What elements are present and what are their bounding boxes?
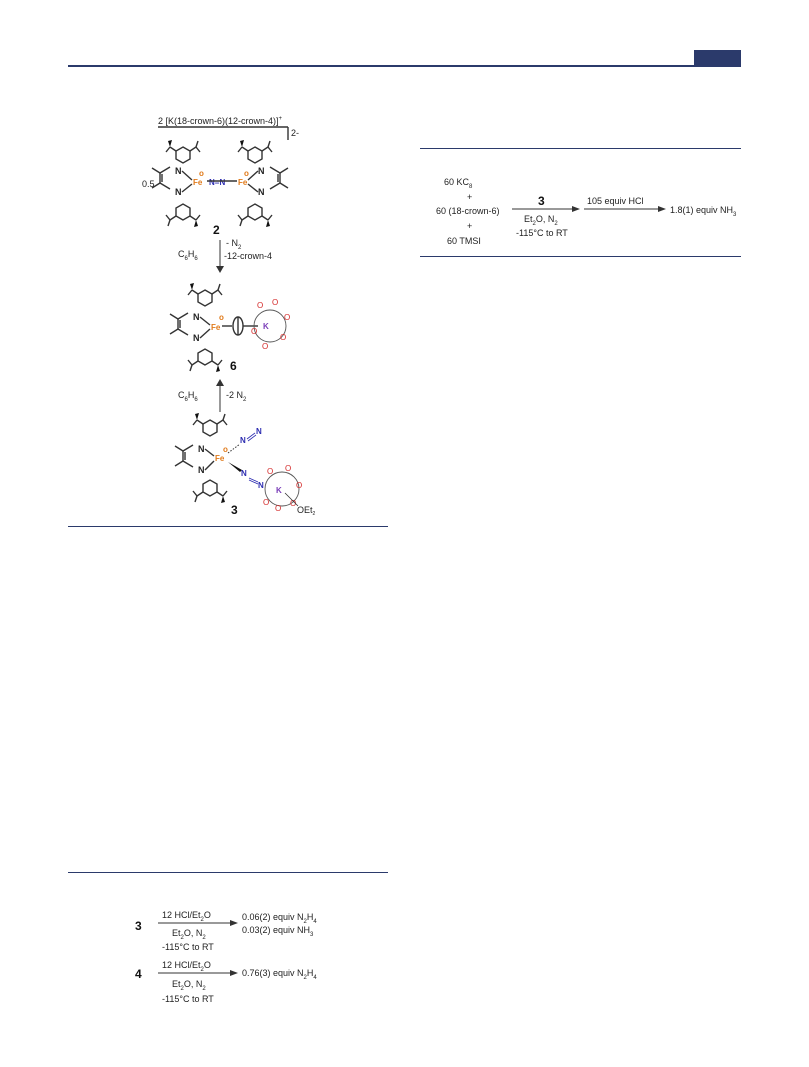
row2-cond-temp: -115°C to RT bbox=[162, 994, 214, 1004]
row2-cond-solvent: $Et_2O$, $N_2$ bbox=[172, 979, 206, 992]
plus-1: + bbox=[467, 192, 473, 202]
step1-solvent: $C_6H_6$ bbox=[178, 249, 198, 262]
row2-acid: 12 HCl/$Et_2O$ bbox=[162, 960, 211, 973]
svg-text:o: o bbox=[223, 445, 228, 454]
bottom-reaction-scheme bbox=[135, 910, 317, 1004]
potassium-label-6: K bbox=[263, 322, 269, 331]
svg-text:O: O bbox=[285, 464, 292, 473]
step1-loss-crown: -12-crown-4 bbox=[224, 251, 273, 261]
right-reaction-scheme bbox=[436, 177, 737, 246]
fe-label-3: Fe bbox=[215, 454, 225, 463]
svg-text:N: N bbox=[258, 481, 264, 490]
svg-text:N: N bbox=[256, 427, 262, 436]
fe-label-right: Fe bbox=[238, 178, 248, 187]
row2-product-hydrazine: 0.76(3) equiv $N_2H_4$ bbox=[242, 968, 317, 981]
svg-text:N: N bbox=[258, 166, 265, 176]
compound-6-label: 6 bbox=[230, 359, 237, 373]
svg-text:O: O bbox=[280, 333, 287, 342]
svg-text:O: O bbox=[296, 481, 303, 490]
row1-cond-temp: -115°C to RT bbox=[162, 942, 214, 952]
compound-2-label: 2 bbox=[213, 223, 220, 237]
dinitrogen-bridge: N=N bbox=[209, 178, 226, 187]
potassium-label-3: K bbox=[276, 486, 282, 495]
row1-acid: 12 HCl/$Et_2O$ bbox=[162, 910, 211, 923]
svg-text:O: O bbox=[262, 342, 269, 351]
scheme-cond-temp: -115°C to RT bbox=[516, 228, 568, 238]
svg-text:N: N bbox=[198, 465, 205, 475]
svg-text:O: O bbox=[290, 499, 297, 508]
svg-text:N: N bbox=[193, 333, 200, 343]
reagent-kc8: 60 $KC_8$ bbox=[444, 177, 473, 190]
reagent-crown: 60 (18-crown-6) bbox=[436, 206, 500, 216]
row1-product-ammonia: 0.03(2) equiv $NH_3$ bbox=[242, 925, 314, 938]
svg-text:N: N bbox=[198, 444, 205, 454]
oet2-label: OEt$_2$ bbox=[297, 505, 316, 517]
compound-2-structure bbox=[142, 116, 299, 237]
charge-text: 2- bbox=[291, 128, 300, 138]
svg-text:N: N bbox=[240, 436, 246, 445]
row1-product-hydrazine: 0.06(2) equiv $N_2H_4$ bbox=[242, 912, 317, 925]
compound-3-label: 3 bbox=[231, 503, 238, 517]
svg-text:N: N bbox=[175, 187, 182, 197]
svg-text:o: o bbox=[219, 313, 224, 322]
counterion-text: 2 [K(18-crown-6)(12-crown-4)]+ bbox=[158, 116, 283, 126]
svg-text:o: o bbox=[199, 169, 204, 178]
row1-cond-solvent: $Et_2O$, $N_2$ bbox=[172, 928, 206, 941]
svg-text:N: N bbox=[193, 312, 200, 322]
svg-text:O: O bbox=[257, 301, 264, 310]
bottom-compound-4: 4 bbox=[135, 967, 142, 981]
svg-text:O: O bbox=[272, 298, 279, 307]
plus-2: + bbox=[467, 221, 473, 231]
svg-text:N: N bbox=[258, 187, 265, 197]
svg-text:O: O bbox=[284, 313, 291, 322]
scheme-product: 1.8(1) equiv $NH_3$ bbox=[670, 205, 737, 218]
compound-3-structure bbox=[175, 413, 316, 517]
svg-text:N: N bbox=[175, 166, 182, 176]
svg-text:O: O bbox=[263, 498, 270, 507]
step2-loss-n2: -2 $N_2$ bbox=[226, 390, 247, 403]
reagent-tmsi: 60 TMSI bbox=[447, 236, 481, 246]
compound-6-structure bbox=[170, 283, 290, 373]
svg-text:O: O bbox=[267, 467, 274, 476]
svg-text:N: N bbox=[241, 469, 247, 478]
scheme-cond-solvent: $Et_2O$, $N_2$ bbox=[524, 214, 558, 227]
step1-loss-n2: - $N_2$ bbox=[226, 238, 242, 251]
fe-label-left: Fe bbox=[193, 178, 203, 187]
coefficient-text: 0.5 bbox=[142, 179, 155, 189]
scheme-compound-3: 3 bbox=[538, 194, 545, 208]
step2-solvent: $C_6H_6$ bbox=[178, 390, 198, 403]
fe-label-6: Fe bbox=[211, 323, 221, 332]
bottom-compound-3: 3 bbox=[135, 919, 142, 933]
svg-text:O: O bbox=[275, 504, 282, 513]
svg-text:O: O bbox=[251, 327, 258, 336]
scheme-acid: 105 equiv HCl bbox=[587, 196, 644, 206]
svg-text:o: o bbox=[244, 169, 249, 178]
